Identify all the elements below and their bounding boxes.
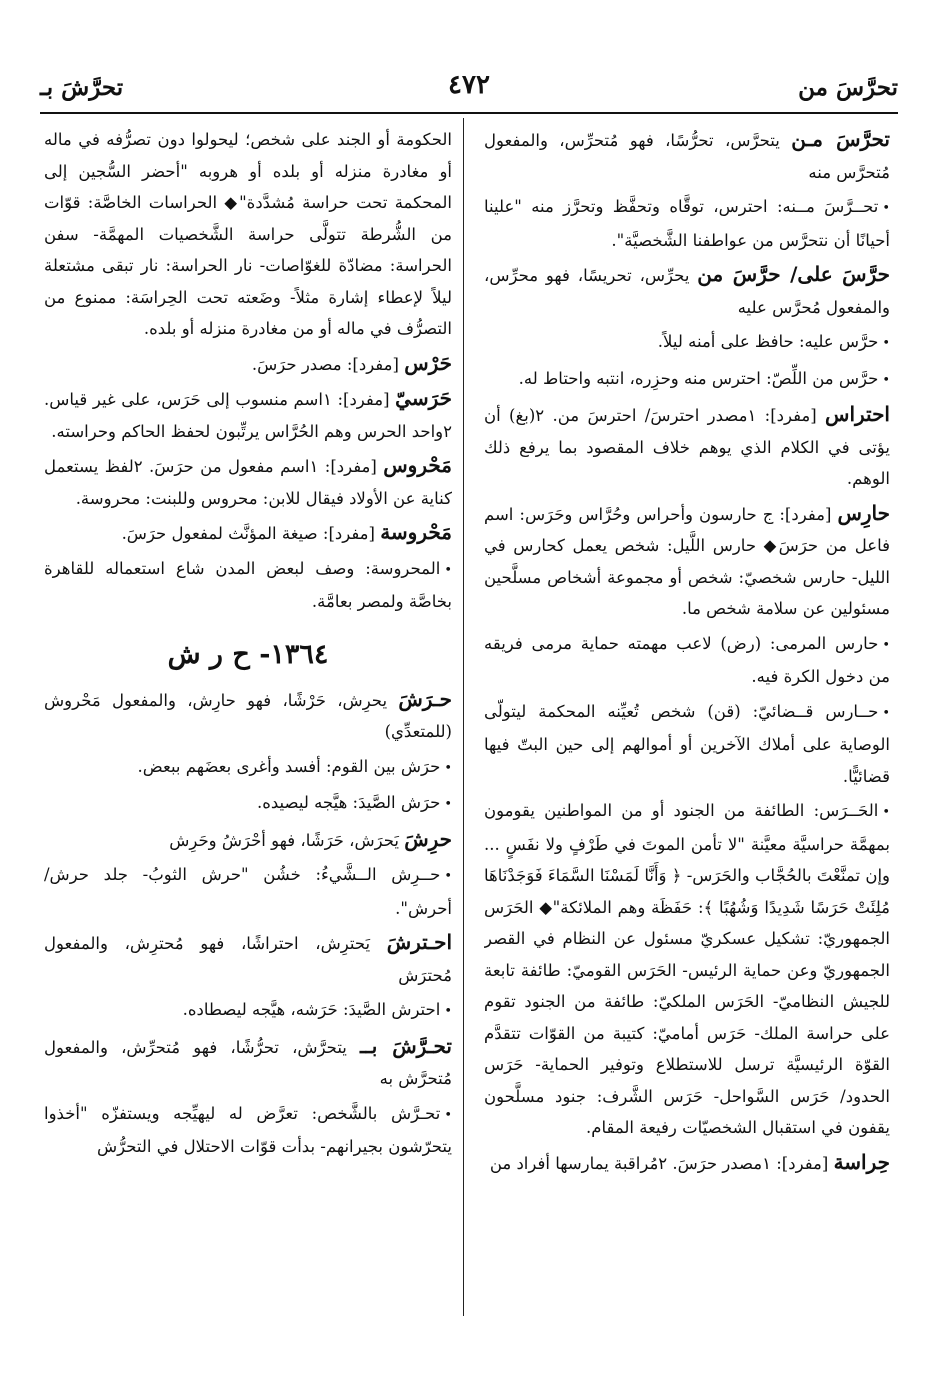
entry-sense (44, 751, 452, 785)
bullet-icon: • (444, 797, 452, 812)
right-guide-word: تحرَّسَ من (798, 74, 898, 101)
dictionary-entry (44, 383, 452, 447)
bullet-icon: • (882, 705, 890, 721)
entry-headword: حرِشَ (404, 826, 452, 851)
entry-headword: احـترشَ (386, 930, 452, 954)
bullet-icon: • (444, 1107, 452, 1123)
column-divider (463, 118, 464, 1316)
entry-sense (484, 795, 890, 1144)
dictionary-entry (484, 1147, 890, 1180)
bullet-icon: • (882, 805, 890, 820)
entry-sense (484, 363, 890, 397)
bullet-icon: • (444, 869, 452, 884)
sense-text: حرَّس عليه: حافظ على أمنه ليلاً. (657, 332, 879, 351)
entry-headword: تحرَّسَ مـن (791, 127, 890, 151)
entry-headword: احتراس (825, 402, 890, 426)
entry-headword: تحـرَّشَ بــ (360, 1033, 452, 1058)
sense-text: تحـرَّش بالشَّخص: تعرَّض له ليهيِّجه ويستفزّه "أخذوا يتحرّشون بجيرانهم- بدأت قوّات الاحتلال في التحرُّش (44, 1103, 452, 1156)
sense-text: المحروسة: وصف لبعض المدن شاع استعماله للقاهرة بخاصَّة ولمصر بعامَّة. (44, 558, 452, 611)
entry-definition: يتحرَّس، تحرُّسًا، فهو مُتحرِّس، والمفعول مُتحرَّس منه (484, 131, 890, 182)
dictionary-entry (44, 684, 452, 748)
entry-sense (484, 628, 890, 693)
dictionary-entry (484, 259, 890, 323)
entry-headword: حَرَسيّ (395, 386, 452, 410)
entry-sense (484, 191, 890, 256)
entry-headword: حَرْس (404, 350, 452, 375)
entry-definition: يَحترِش، احتراشًا، فهو مُحترِش، والمفعول مُحترَش (44, 934, 452, 985)
page-header (40, 68, 898, 108)
entry-sense (44, 1098, 452, 1163)
entry-definition: [مفرد]: ١مصدر احترسَ/ احترسَ من. ٢(بغ) أن يؤتى في الكلام الذي يوهم خلاف المقصود بما يرفع ذلك الوهم. (484, 406, 890, 488)
entry-definition: يتحرَّش، تحرُّشًا، فهو مُتحرِّش، والمفعول مُتحرَّش به (44, 1037, 452, 1088)
entry-sense (44, 859, 452, 924)
entry-headword: حارِس (837, 500, 890, 525)
sense-text: حرَش الصَّيدَ: هيَّجه ليصيده. (257, 793, 441, 812)
sense-text: حــارس قــضائيّ: (قن) شخص تُعيِّنه المحكمة ليتولّى الوصاية على أملاك الآخرين أو أموالهم إلى حين البتّ فيها قضائيًّا. (484, 701, 890, 786)
bullet-icon: • (444, 562, 452, 578)
dictionary-entry (484, 399, 890, 495)
entry-definition: يَحرَش، حَرَشًا، فهو أحْرَشُ وحَرِش (169, 830, 405, 850)
dictionary-entry (44, 824, 452, 857)
entry-sense (44, 553, 452, 618)
entry-definition: يحرِش، حَرْشًا، فهو حارِش، والمفعول مَحْروش (للمتعدِّي) (44, 690, 452, 741)
dictionary-entry (484, 124, 890, 188)
bullet-icon: • (882, 372, 890, 388)
entry-definition: [مفرد]: ج حارسون وأحراس وحُرَّاس وحَرَس: اسم فاعل من حرَسَ◆ حارس اللَّيل: شخص يعمل كحارس في الليل- حارس شخصيّ: شخص أو مجموعة أشخاص مسلَّحين مسئولين عن سلامة شخص ما. (484, 504, 890, 618)
bullet-icon: • (882, 201, 890, 216)
entry-sense (484, 326, 890, 360)
sense-text: احترش الصَّيدَ: حَرَشه، هيَّجه ليصطاده. (182, 1000, 441, 1019)
entry-definition: [مفرد]: ١مصدر حرَسَ. ٢مُراقبة يمارسها أفراد من (489, 1153, 834, 1173)
bullet-icon: • (882, 336, 890, 351)
sense-text: الحَــرَس: الطائفة من الجنود أو من المواطنين يقومون بمهمَّة حراسيَّة معيَّنة "لا تأمن الموتَ في طَرْفٍ ولا نفَسٍ ... وإن تمنَّعْتَ بالحُجَّاب والحَرَس- ﴿ وَأَنَّا لَمَسْنَا السَّمَاءَ فَوَجَدْنَاهَا مُلِئَتْ حَرَسًا شَدِيدًا وَشُهُبًا ﴾: حَفَظَة وهم الملائكة"◆ الحَرَس الجمهوريّ: تشكيل عسكريّ مسئول عن النظام في القصر الجمهوريّ وعن حماية الرئيس- الحَرَس القوميّ: طائفة تابعة للجيش النظاميّ- الحَرَس الملكيّ: طائفة من الجنود تقوم على حراسة الملك- حَرَس أماميّ: كتيبة من القوّات تتقدَّم القوّة الرئيسيَّة ترسل للاستطلاع وتوفير الحماية- حَرَس الحدود/ حَرَس السَّواحل- حَرَس الشَّرف: جنود مسلَّحون يقفون في استقبال الشخصيّات رفيعة المقام. (484, 801, 890, 1137)
sense-text: حرَّس من اللِّصّ: احترس منه وحزِره، انتبه واحتاط له. (518, 368, 879, 388)
dictionary-entry (44, 517, 452, 550)
bullet-icon: • (444, 760, 452, 776)
entry-definition: [مفرد]: ١اسم مفعول من حرَسَ. ٢لفظ يستعمل كناية عن الأولاد فيقال للابن: محروس وللبنت: محروسة. (44, 457, 452, 508)
entry-headword: حـرَشَ (398, 686, 452, 711)
entry-definition: [مفرد]: ١اسم منسوب إلى حَرَس، على غير قياس. ٢واحد الحرس وهم الحُرَّاس يرتِّبون لحفظ الحاكم وحراسته. (44, 390, 452, 441)
dictionary-entry (484, 498, 890, 625)
continued-text: الحكومة أو الجند على شخص؛ ليحولوا دون تصرُّفه في ماله أو مغادرة منزله أو بلده أو هروبه "أحضر السُّجين إلى المحكمة تحت حراسة مُشدَّدة"◆ الحراسات الخاصَّة: قوّات من الشُّرطة تتولَّى حراسة الشَّخصيات المهمَّة- سفن الحراسة: مضادّة للغوّاصات- نار الحراسة: نار تبقى مشتعلة ليلاً لإعطاء إشارة مثلاً- وضَعته تحت الحِراسَة: ممنوع من التصرُّف في ماله أو من مغادرة منزله أو بلده. (44, 130, 452, 338)
sense-text: حــرِش الــشَّيءُ: خشُن "حرش الثوبُ- جلد حرش/ أحرش". (44, 865, 452, 918)
right-column (484, 124, 890, 1322)
dictionary-entry (44, 348, 452, 381)
entry-headword: حِراسة (833, 1149, 890, 1174)
left-guide-word: تحرَّشَ بـ (40, 74, 124, 101)
bullet-icon: • (444, 1004, 452, 1019)
entry-definition: يحرِّس، تحريسًا، فهو محرِّس، والمفعول مُحرَّس عليه (484, 266, 890, 317)
entry-sense (484, 696, 890, 793)
entry-headword: مَحْروس (383, 453, 452, 477)
page-number: ٤٧٢ (448, 70, 490, 100)
sense-text: تحــرَّسَ مــنه: احترس، توقَّاه وتحفَّظ وتحرَّز منه "علينا أحيانًا أن نتحرَّس من عواطفنا الشَّخصيَّة". (484, 197, 890, 250)
dictionary-entry (44, 927, 452, 991)
bullet-icon: • (882, 637, 890, 653)
sense-text: حارس المرمى: (رض) لاعب مهمته حماية مرمى فريقه من دخول الكرة فيه. (484, 633, 890, 686)
entry-sense (44, 994, 452, 1028)
entry-definition: [مفرد]: صيغة المؤنَّث لمفعول حرَسَ. (121, 524, 381, 543)
root-heading: ١٣٦٤- ح ر ش (167, 638, 329, 670)
entry-sense (44, 787, 452, 821)
header-rule (40, 112, 898, 114)
entry-definition: [مفرد]: مصدر حرَسَ. (251, 354, 405, 374)
dictionary-entry (44, 450, 452, 514)
sense-text: حرَش بين القوم: أفسد وأغرى بعضَهم ببعض. (137, 756, 441, 776)
dictionary-entry (44, 1031, 452, 1095)
entry-headword: مَحْروسة (380, 520, 452, 544)
entry-headword: حرَّسَ على/ حرَّسَ من (697, 262, 890, 286)
left-column (44, 124, 452, 1322)
